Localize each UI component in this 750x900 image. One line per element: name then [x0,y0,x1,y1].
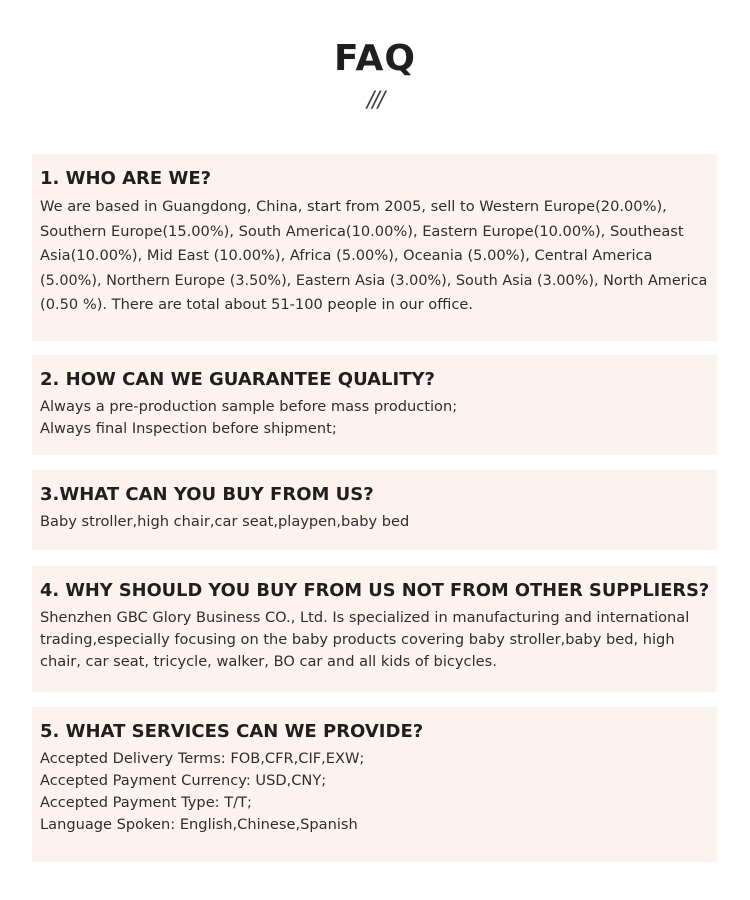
faq-answer-line: Always final Inspection before shipment; [40,420,337,437]
faq-answer-line: (5.00%), Northern Europe (3.50%), Eastern Asia (3.00%), South Asia (3.00%), North America [40,272,708,289]
faq-answer-line: Language Spoken: English,Chinese,Spanish [40,816,358,833]
faq-answer-line: We are based in Guangdong, China, start from 2005, sell to Western Europe(20.00%), [40,198,667,215]
faq-answer-line: Southern Europe(15.00%), South America(10.00%), Eastern Europe(10.00%), Southeast [40,222,684,240]
faq-answer-line: Always a pre-production sample before mass production; [40,398,458,415]
faq-answer-line: Asia(10.00%), Mid East (10.00%), Africa (5.00%), Oceania (5.00%), Central America [40,247,653,265]
faq-answer-line: (0.50 %). There are total about 51-100 people in our office. [40,296,473,314]
faq-answer-line: chair, car seat, tricycle, walker, BO car and all kids of bicycles. [40,653,497,670]
faq-answer [40,195,709,318]
faq-question: 2. HOW CAN WE GUARANTEE QUALITY? [40,369,435,390]
faq-answer-line: Shenzhen GBC Glory Business CO., Ltd. Is specialized in manufacturing and international [40,609,690,626]
page-title: FAQ [334,38,416,79]
faq-card-guarantee-quality [32,355,717,455]
title-ornament: /// [366,88,384,113]
faq-answer-line: Accepted Payment Type: T/T; [40,794,252,811]
faq-answer [40,511,709,533]
faq-answer-line: trading,especially focusing on the baby products covering baby stroller,baby bed, high [40,631,675,648]
faq-question: 1. WHO ARE WE? [40,168,212,189]
faq-answer [40,396,709,440]
faq-card-services [32,707,717,862]
faq-card-who-are-we [32,154,717,341]
faq-answer-line: Accepted Payment Currency: USD,CNY; [40,772,327,789]
faq-question: 3.WHAT CAN YOU BUY FROM US? [40,484,374,505]
faq-question: 4. WHY SHOULD YOU BUY FROM US NOT FROM OTHER SUPPLIERS? [40,580,710,601]
faq-question: 5. WHAT SERVICES CAN WE PROVIDE? [40,721,424,742]
faq-card-why-buy-from-us [32,566,717,692]
faq-answer [40,607,709,673]
faq-answer-line: Baby stroller,high chair,car seat,playpen,baby bed [40,513,410,530]
faq-card-what-can-you-buy [32,470,717,550]
faq-answer-line: Accepted Delivery Terms: FOB,CFR,CIF,EXW; [40,750,365,767]
faq-answer [40,748,709,836]
